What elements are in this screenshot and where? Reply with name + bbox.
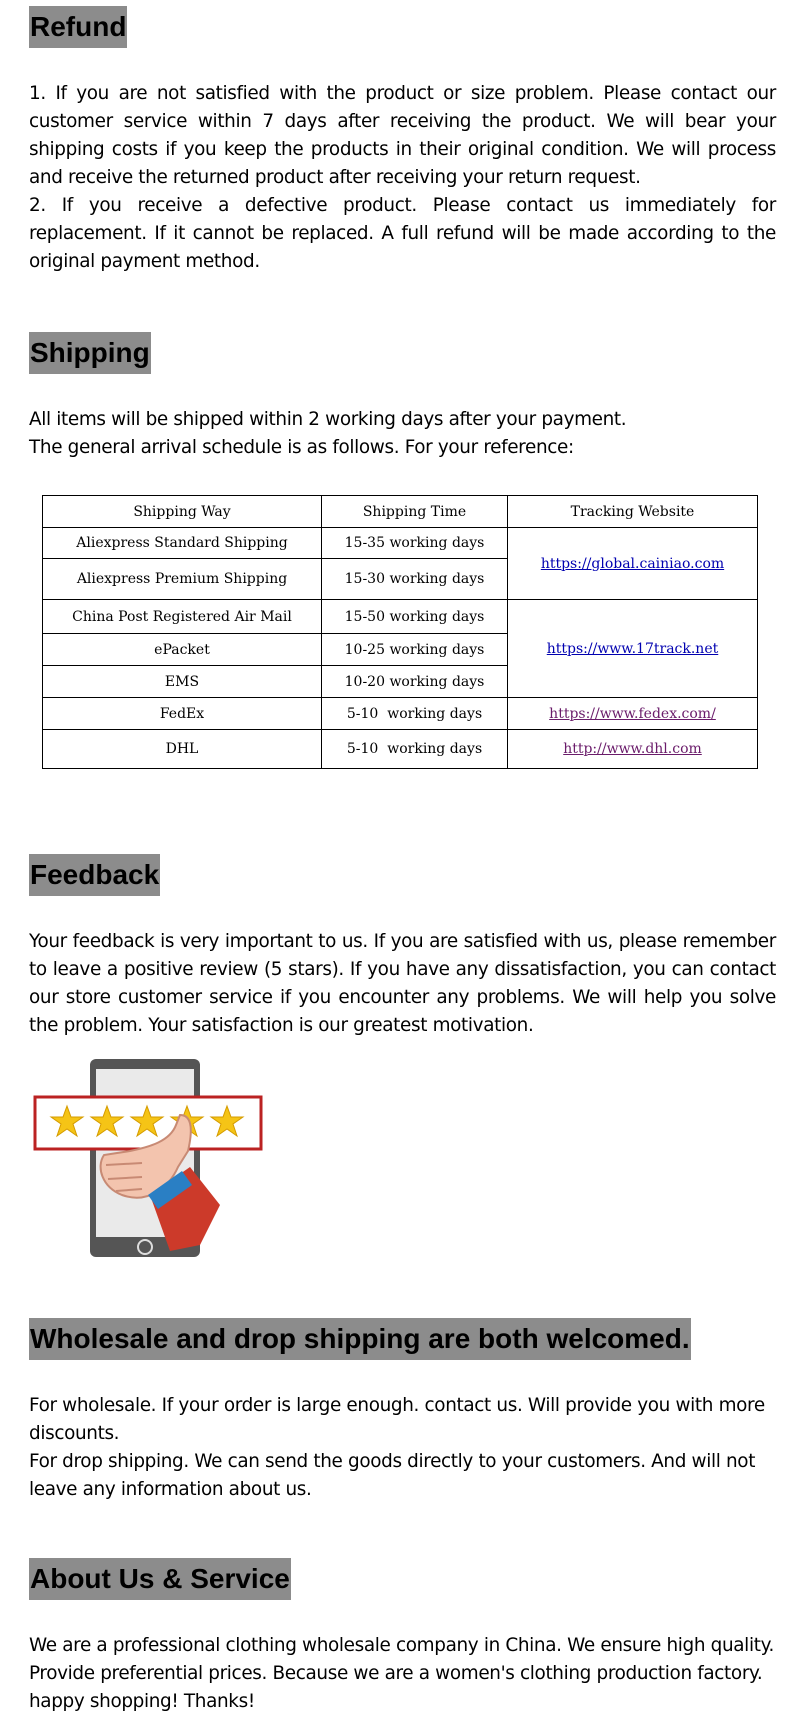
table-row — [43, 528, 758, 559]
header-shipping-time: Shipping Time — [322, 496, 508, 528]
shipping-way-cell: EMS — [43, 666, 322, 698]
tracking-cell — [508, 528, 758, 600]
shipping-time-cell: 5-10 working days — [322, 698, 508, 730]
shipping-way-cell: China Post Registered Air Mail — [43, 600, 322, 634]
dhl-link[interactable]: http://www.dhl.com — [563, 741, 702, 757]
dropshipping-paragraph: For drop shipping. We can send the goods directly to your customers. And will not leave any information about us. — [29, 1451, 756, 1500]
tracking-cell — [508, 730, 758, 769]
tracking-cell — [508, 600, 758, 698]
wholesale-heading: Wholesale and drop shipping are both welcomed. — [29, 1318, 691, 1360]
shipping-text — [29, 406, 776, 462]
shipping-way-cell: FedEx — [43, 698, 322, 730]
shipping-time-cell: 15-35 working days — [322, 528, 508, 559]
wholesale-paragraph: For wholesale. If your order is large enough. contact us. Will provide you with more discounts. — [29, 1395, 765, 1444]
feedback-paragraph: Your feedback is very important to us. If you are satisfied with us, please remember to leave a positive review (5 stars). If you have any dissatisfaction, you can contact our store customer service if you encounter any problems. We will help you solve the problem. Your satisfaction is our greatest motivation. — [29, 931, 776, 1036]
header-shipping-way: Shipping Way — [43, 496, 322, 528]
tracking-cell — [508, 698, 758, 730]
cainiao-link[interactable]: https://global.cainiao.com — [540, 555, 725, 572]
17track-link[interactable]: https://www.17track.net — [546, 640, 719, 657]
table-row — [43, 600, 758, 634]
refund-text — [29, 80, 776, 276]
feedback-heading: Feedback — [29, 854, 160, 896]
shipping-line-1: All items will be shipped within 2 working days after your payment. — [29, 409, 627, 430]
about-text — [29, 1632, 776, 1716]
table-row — [43, 698, 758, 730]
wholesale-text — [29, 1392, 776, 1504]
about-paragraph: We are a professional clothing wholesale company in China. We ensure high quality. Provide preferential prices. Because we are a women's clothing production factory. happy shopping! Thanks! — [29, 1635, 774, 1712]
shipping-time-cell: 15-50 working days — [322, 600, 508, 634]
refund-paragraph-2: 2. If you receive a defective product. Please contact us immediately for replacement. If it cannot be replaced. A full refund will be made according to the original payment method. — [29, 195, 776, 272]
refund-paragraph-1: 1. If you are not satisfied with the product or size problem. Please contact our customer service within 7 days after receiving the product. We will bear your shipping costs if you keep the products in their original condition. We will process and receive the returned product after receiving your return request. — [29, 83, 776, 188]
shipping-table — [42, 495, 758, 769]
shipping-way-cell: Aliexpress Premium Shipping — [43, 559, 322, 600]
feedback-text — [29, 928, 776, 1040]
shipping-time-cell: 10-20 working days — [322, 666, 508, 698]
header-tracking-website: Tracking Website — [508, 496, 758, 528]
about-heading: About Us & Service — [29, 1558, 291, 1600]
shipping-way-cell: Aliexpress Standard Shipping — [43, 528, 322, 559]
refund-heading: Refund — [29, 6, 127, 48]
shipping-way-cell: DHL — [43, 730, 322, 769]
phone-five-stars-thumbs-up-icon — [30, 1055, 270, 1261]
table-header-row — [43, 496, 758, 528]
table-row — [43, 730, 758, 769]
fedex-link[interactable]: https://www.fedex.com/ — [549, 705, 716, 722]
shipping-line-2: The general arrival schedule is as follows. For your reference: — [29, 437, 574, 458]
shipping-time-cell: 10-25 working days — [322, 634, 508, 666]
shipping-time-cell: 15-30 working days — [322, 559, 508, 600]
shipping-time-cell: 5-10 working days — [322, 730, 508, 769]
shipping-heading: Shipping — [29, 332, 151, 374]
shipping-way-cell: ePacket — [43, 634, 322, 666]
